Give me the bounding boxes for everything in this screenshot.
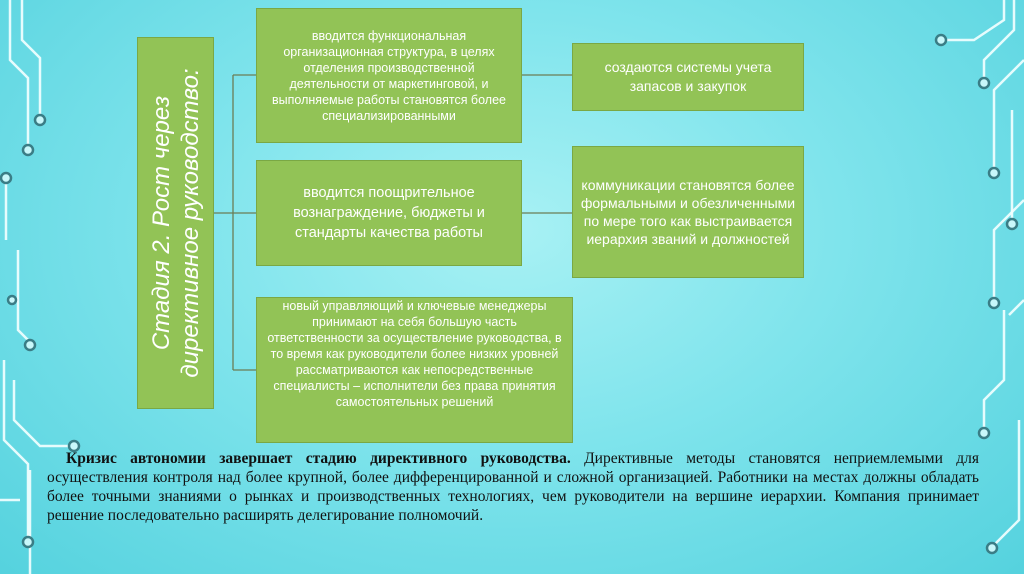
box-incentives: вводится поощрительное вознаграждение, бюджеты и стандарты качества работы — [256, 160, 522, 266]
box-managers: новый управляющий и ключевые менеджеры принимают на себя большую часть ответственности за осуществление руководства, в то время как руководители более низких уровней рассматриваются как непосредственные специалисты – исполнители без права принятия самостоятельных решений — [256, 297, 573, 443]
crisis-paragraph — [47, 449, 979, 525]
paragraph-body: Директивные методы становятся неприемлемыми для осуществления контроля над более крупной, более дифференцированной и сложной организацией. Работники на местах должны обладать более точными знаниями о рынках и производственных технологиях, чем руководители на вершине иерархии. Компания принимает решение последовательно расширять делегирование полномочий. — [47, 450, 979, 524]
stage-title-box — [137, 37, 214, 409]
box-functional-structure: вводится функциональная организационная структура, в целях отделения производственной деятельности от маркетинговой, и выполняемые работы становятся более специализированными — [256, 8, 522, 143]
box-accounting-systems: создаются системы учета запасов и закупок — [572, 43, 804, 111]
paragraph-bold-lead: Кризис автономии завершает стадию директивного руководства. — [66, 450, 571, 467]
stage-title: Стадия 2. Рост через директивное руководство: — [147, 68, 204, 378]
box-communications: коммуникации становятся более формальными и обезличенными по мере того как выстраивается иерархия званий и должностей — [572, 146, 804, 278]
